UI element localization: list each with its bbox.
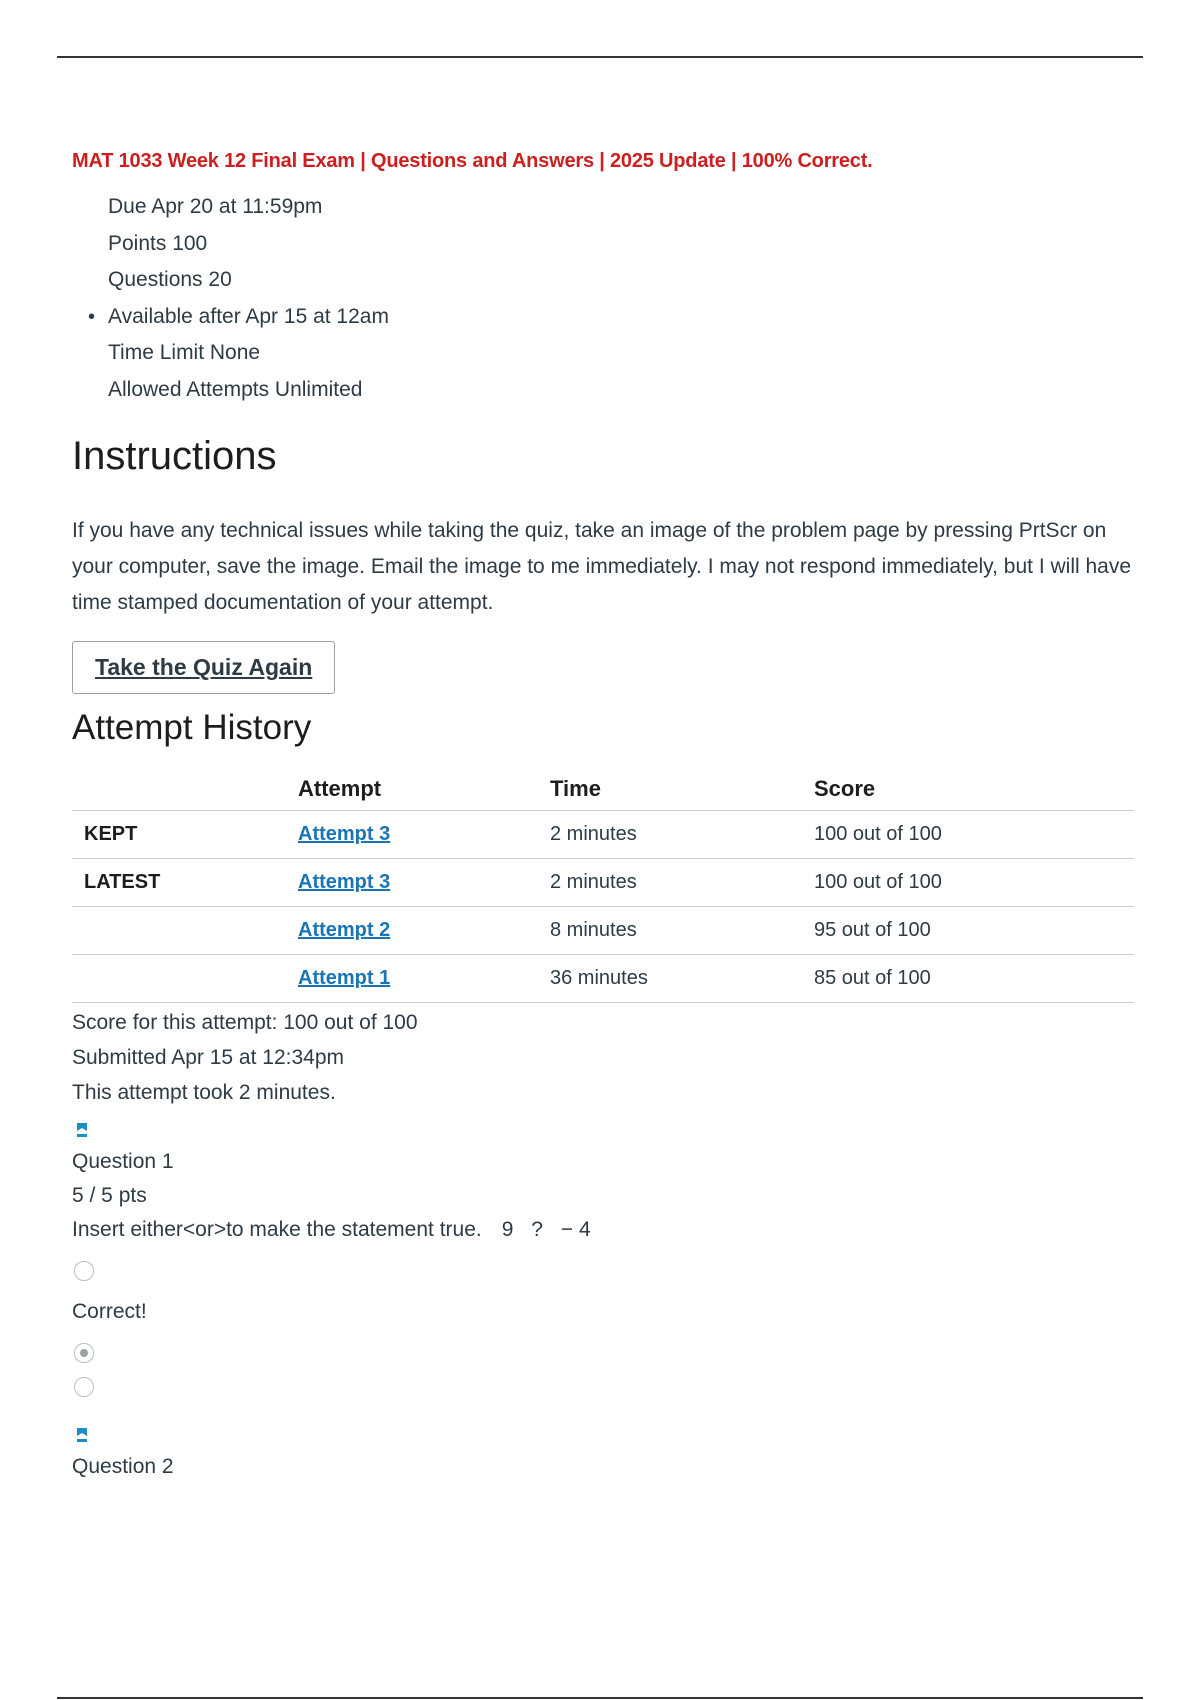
attempt-submitted: Submitted Apr 15 at 12:34pm (72, 1046, 345, 1069)
question-expression: 9 ? −4 (501, 1218, 597, 1241)
row-time: 2 minutes (550, 859, 814, 907)
points: Points 100 (108, 231, 208, 255)
row-status: LATEST (72, 859, 298, 907)
correct-feedback: Correct! (72, 1300, 147, 1323)
attempt-summary (72, 1005, 1134, 1110)
bottom-rule (57, 1697, 1143, 1699)
attempt-link[interactable]: Attempt 1 (298, 967, 391, 989)
answer-option-radio-selected[interactable] (74, 1343, 94, 1363)
row-status (72, 955, 298, 1003)
flag-icon[interactable] (76, 1122, 88, 1145)
row-score: 85 out of 100 (814, 955, 1134, 1003)
table-row (72, 811, 1134, 859)
table-header-row (72, 764, 1134, 811)
instructions-heading: Instructions (72, 434, 277, 478)
question-1-points: 5 / 5 pts (72, 1184, 147, 1207)
column-header-score: Score (814, 764, 1134, 811)
table-row (72, 859, 1134, 907)
top-rule (57, 56, 1143, 58)
table-row (72, 955, 1134, 1003)
flag-icon[interactable] (76, 1427, 88, 1450)
row-time: 8 minutes (550, 907, 814, 955)
availability: • Available after Apr 15 at 12am (108, 299, 1134, 336)
attempt-score: Score for this attempt: 100 out of 100 (72, 1011, 418, 1034)
question-prompt-text: Insert either<or>to make the statement true. (72, 1218, 482, 1241)
row-score: 95 out of 100 (814, 907, 1134, 955)
allowed-attempts: Allowed Attempts Unlimited (108, 377, 363, 401)
answer-option-radio[interactable] (74, 1377, 94, 1397)
question-1-prompt (72, 1213, 1134, 1247)
attempt-duration: This attempt took 2 minutes. (72, 1081, 336, 1104)
row-score: 100 out of 100 (814, 859, 1134, 907)
due-date: Due Apr 20 at 11:59pm (108, 195, 323, 218)
quiz-page (72, 150, 1134, 1484)
column-header-status (72, 764, 298, 811)
table-row (72, 907, 1134, 955)
attempt-history-table (72, 764, 1134, 1003)
document-title: MAT 1033 Week 12 Final Exam | Questions and Answers | 2025 Update | 100% Correct. (72, 150, 873, 172)
row-status (72, 907, 298, 955)
attempt-link[interactable]: Attempt 3 (298, 871, 391, 893)
time-limit: Time Limit None (108, 341, 261, 364)
row-time: 2 minutes (550, 811, 814, 859)
attempt-history-heading: Attempt History (72, 708, 312, 747)
row-status: KEPT (72, 811, 298, 859)
question-1-label: Question 1 (72, 1150, 174, 1173)
column-header-time: Time (550, 764, 814, 811)
attempt-link[interactable]: Attempt 2 (298, 919, 391, 941)
row-time: 36 minutes (550, 955, 814, 1003)
take-quiz-again-button[interactable]: Take the Quiz Again (72, 641, 335, 694)
row-score: 100 out of 100 (814, 811, 1134, 859)
answer-option-radio[interactable] (74, 1261, 94, 1281)
column-header-attempt: Attempt (298, 764, 550, 811)
attempt-link[interactable]: Attempt 3 (298, 823, 391, 845)
instructions-text: If you have any technical issues while taking the quiz, take an image of the problem page by pressing PrtScr on your computer, save the image. Email the image to me immediately. I may not respond immediately, but I will have time stamped documentation of your attempt. (72, 519, 1132, 614)
quiz-details (72, 189, 1134, 408)
questions-count: Questions 20 (108, 268, 232, 291)
question-2-label: Question 2 (72, 1455, 174, 1478)
